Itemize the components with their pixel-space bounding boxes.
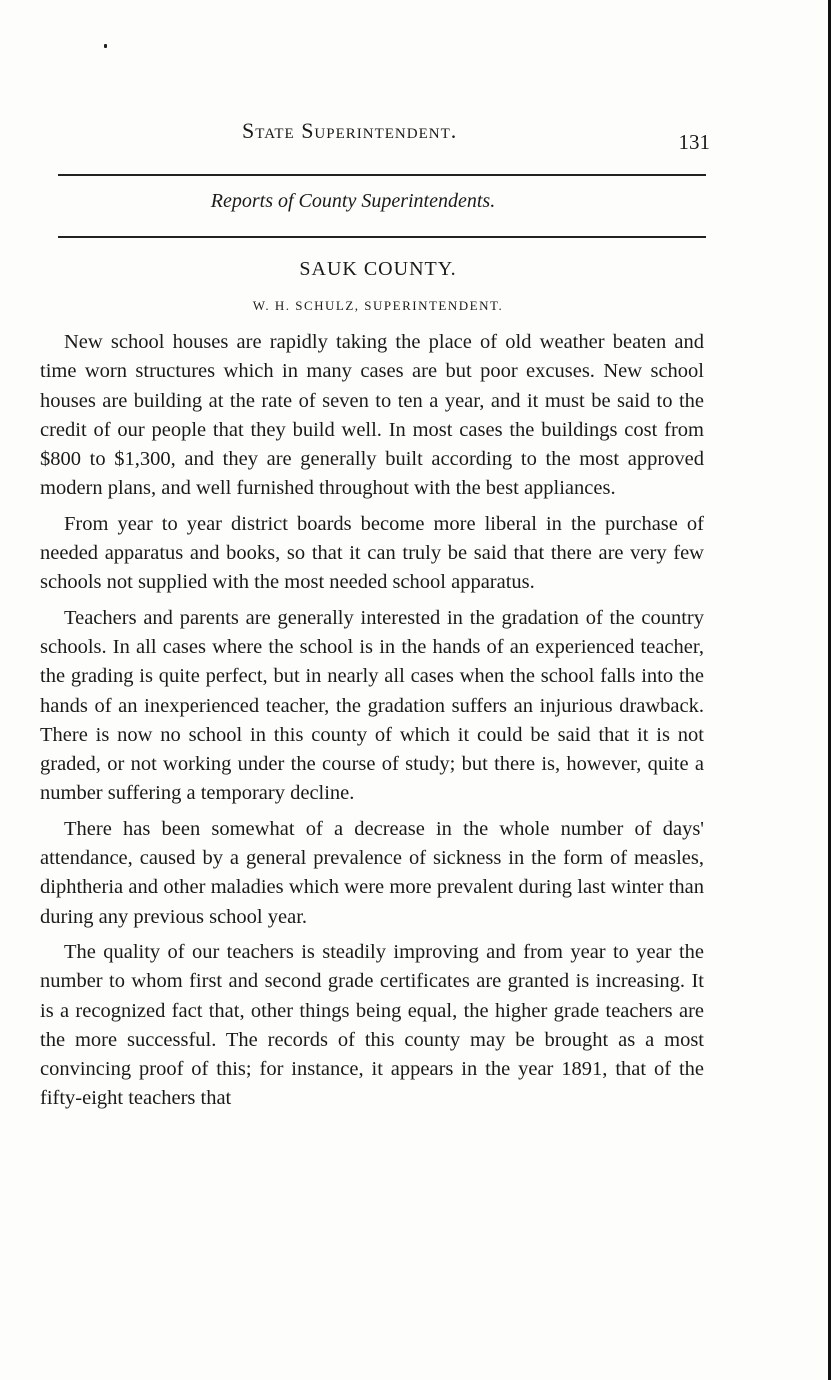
report-body: [40, 328, 704, 1120]
bottom-rule: [58, 236, 706, 238]
paragraph-attendance: There has been somewhat of a decrease in the whole number of days' attendance, caused by a general prevalence of sickness in the form of measles, diphtheria and other maladies which were more prevalent during last winter than during any previous school year.: [40, 817, 704, 928]
paragraph-teachers: The quality of our teachers is steadily improving and from year to year the number to whom first and second grade certificates are granted is increasing. It is a recognized fact that, other things being equal, the higher grade teachers are the more successful. The records of this county may be brought as a most convincing proof of this; for instance, it appears in the year 1891, that of the fifty-eight teachers that: [40, 940, 704, 1110]
page-number: 131: [678, 130, 710, 154]
superintendent-byline: W. H. SCHULZ, SUPERINTENDENT.: [252, 298, 504, 313]
paragraph-apparatus: From year to year district boards become more liberal in the purchase of needed apparatus and books, so that it can truly be said that there are very few schools not supplied with the most needed school apparatus.: [40, 512, 704, 594]
running-title: State Superintendent.: [242, 118, 458, 143]
paragraph-school-houses: New school houses are rapidly taking the place of old weather beaten and time worn structures which in many cases are but poor excuses. New school houses are building at the rate of seven to ten a year, and it must be said to the credit of our people that they build well. In most cases the buildings cost from $800 to $1,300, and they are generally built according to the most approved modern plans, and well furnished throughout with the best appliances.: [40, 331, 704, 500]
paragraph-gradation: Teachers and parents are generally interested in the gradation of the country schools. In all cases where the school is in the hands of an experienced teacher, the grading is quite perfect, but in nearly all cases when the school falls into the hands of an inexperienced teacher, the gradation suffers an injurious drawback. There is now no school in this county of which it could be said that it is not graded, or not working under the course of study; but there is, however, quite a number suffering a temporary decline.: [40, 606, 704, 805]
top-rule: [58, 174, 706, 176]
section-caption: Reports of County Superintendents.: [210, 190, 496, 212]
print-speck: [104, 44, 107, 48]
county-title: SAUK COUNTY.: [299, 258, 457, 280]
running-head: [60, 118, 710, 152]
